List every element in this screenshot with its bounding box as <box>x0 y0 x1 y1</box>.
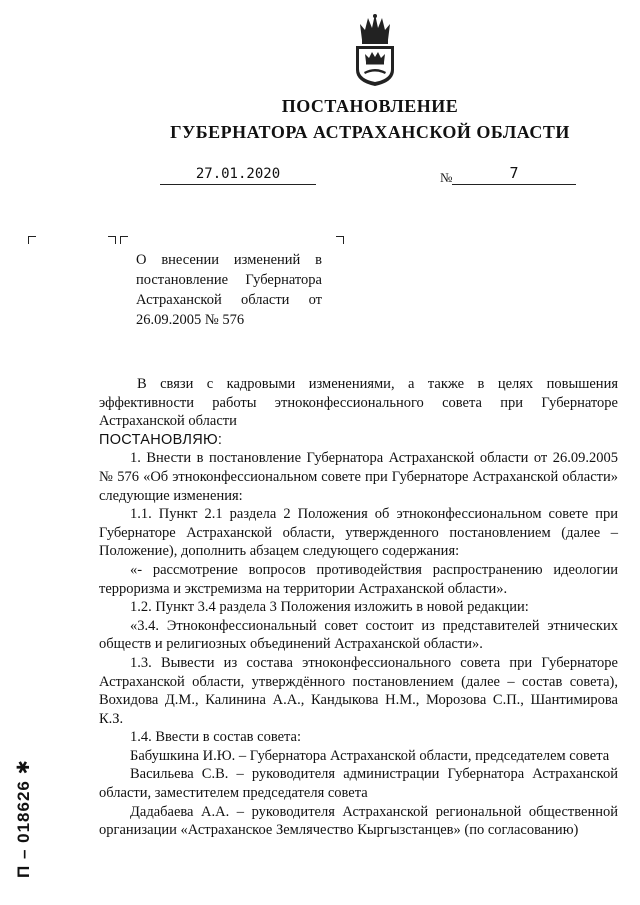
paragraph-1-3: 1.3. Вывести из состава этноконфессионального совета при Губернаторе Астраханской области, утверждённого постановлением (далее – состав совета), Вохидова Д.М., Калинина А.А., Кандыкова Н.М., Морозова С.П., Шантимирова К.З. <box>99 654 618 727</box>
decree-word: ПОСТАНОВЛЯЮ: <box>99 431 223 448</box>
document-body <box>99 375 618 840</box>
document-title-line-2: ГУБЕРНАТОРА АСТРАХАНСКОЙ ОБЛАСТИ <box>170 122 570 142</box>
number-sign: № <box>440 170 453 185</box>
serial-number-stamp <box>14 690 34 880</box>
document-subject: О внесении изменений в постановление Губернатора Астраханской области от 26.09.2005 № 576 <box>136 252 322 328</box>
corner-mark-subject-right <box>336 236 344 244</box>
member-entry: Васильева С.В. – руководителя администрации Губернатора Астраханской области, заместителем председателя совета <box>99 766 618 802</box>
coat-of-arms-emblem <box>352 10 398 88</box>
paragraph-1-4: 1.4. Ввести в состав совета: <box>130 729 301 746</box>
date-underline <box>160 184 316 185</box>
paragraph-1-1: 1.1. Пункт 2.1 раздела 2 Положения об этноконфессиональном совете при Губернаторе Астраханской области, утвержденного постановлением (далее – Положение), дополнить абзацем следующего содержания: <box>99 506 618 560</box>
preamble-paragraph: В связи с кадровыми изменениями, а также в целях повышения эффективности работы этноконфессионального совета при Губернаторе Астраханской области <box>99 376 618 430</box>
corner-mark-subject-left-a <box>108 236 116 244</box>
member-entry: Дадабаева А.А. – руководителя Астраханской региональной общественной организации «Астраханское Землячество Кыргызстанцев» (по согласованию) <box>99 803 618 839</box>
paragraph-1-1-quote: «- рассмотрение вопросов противодействия распространению идеологии терроризма и экстремизма на территории Астраханской области». <box>99 561 618 597</box>
document-date: 27.01.2020 <box>195 166 281 182</box>
paragraph-1-2-quote: «3.4. Этноконфессиональный совет состоит из представителей этнических обществ и религиозных объединений Астраханской области». <box>99 617 618 653</box>
document-number: 7 <box>509 164 519 182</box>
paragraph-1: 1. Внести в постановление Губернатора Астраханской области от 26.09.2005 № 576 «Об этноконфессиональном совете при Губернаторе Астраханской области» следующие изменения: <box>99 450 618 504</box>
number-underline <box>452 184 576 185</box>
paragraph-1-2: 1.2. Пункт 3.4 раздела 3 Положения изложить в новой редакции: <box>130 599 529 616</box>
serial-number-text: П – 018626 ✱ <box>14 759 33 878</box>
corner-mark-top-left <box>28 236 36 244</box>
member-entry: Бабушкина И.Ю. – Губернатора Астраханской области, председателем совета <box>130 747 610 764</box>
corner-mark-subject-left-b <box>120 236 128 244</box>
document-title-line-1: ПОСТАНОВЛЕНИЕ <box>281 96 459 116</box>
